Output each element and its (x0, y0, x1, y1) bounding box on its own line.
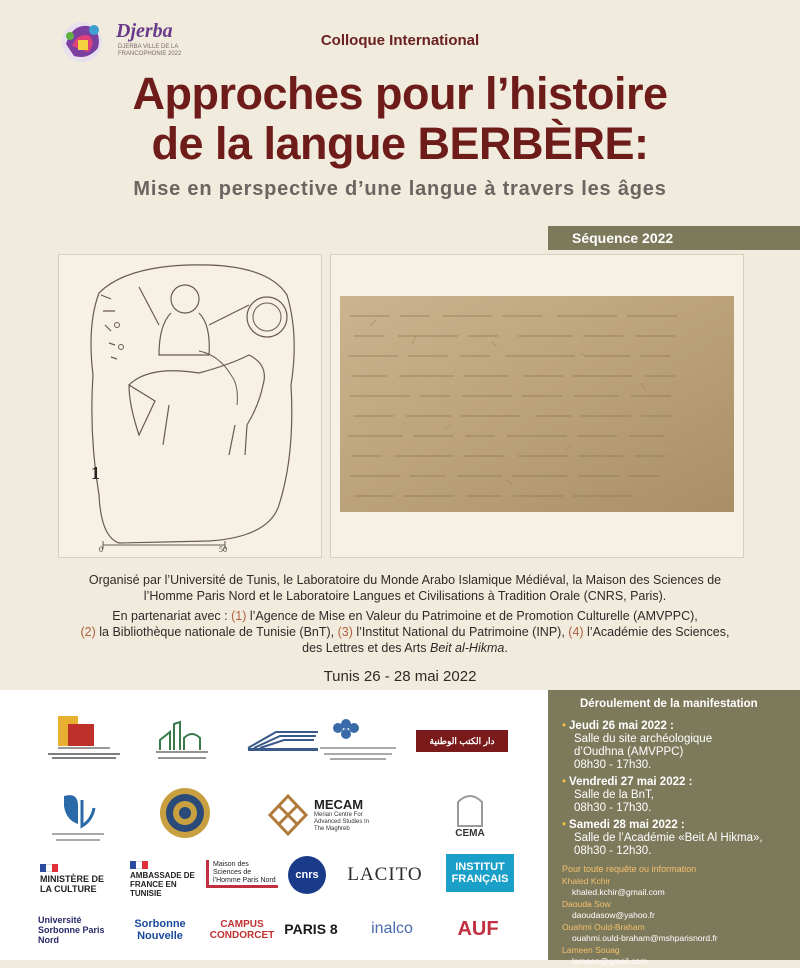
day-1-line-3: 08h30 - 17h30. (574, 759, 652, 771)
inp-emblem-icon (48, 790, 108, 846)
bullet-icon: • (562, 776, 567, 788)
inp-logo (48, 790, 108, 846)
title-line-1: Approches pour l’histoire (132, 68, 668, 119)
scale-start: 0 (99, 545, 103, 554)
programme-panel (548, 690, 800, 966)
faculty-emblem-icon (316, 714, 400, 764)
sorbonne-nouvelle-logo: Sorbonne Nouvelle (134, 918, 186, 942)
day-3-line-1: Salle de l’Académie «Beit Al Hikma», (574, 832, 763, 844)
ministere-label: MINISTÈRE DE LA CULTURE (40, 874, 105, 894)
sequence-badge: Séquence 2022 (548, 226, 800, 250)
cema-arch-icon (450, 788, 490, 828)
day-3-line-2: 08h30 - 12h30. (574, 845, 652, 857)
logo-word: Djerba (116, 20, 173, 42)
partner-logos-area (0, 690, 548, 960)
french-flag-icon (40, 864, 58, 872)
bnt-logo: دار الكتب الوطنية (416, 730, 508, 752)
event-dates (0, 668, 800, 685)
partner-4-number: (4) (568, 625, 584, 639)
beit-al-hikma-seal-icon (158, 786, 212, 840)
cema-logo (442, 782, 498, 844)
partner-1-number: (1) (231, 609, 247, 623)
msh-paris-nord-logo: Maison des Sciences de l’Homme Paris Nord (206, 860, 278, 888)
scale-end: 50 (219, 545, 227, 554)
cema-label: CEMA (455, 827, 485, 839)
contact-name: Lameen Souag (562, 944, 620, 955)
partner-2: la Bibliothèque nationale de Tunisie (BnT), (95, 625, 338, 639)
subtitle: Mise en perspective d’une langue à travers les âges (133, 178, 667, 200)
bullet-icon: • (562, 720, 567, 732)
amvppc-logo (44, 714, 124, 762)
day-2 (562, 776, 790, 815)
ministere-culture-logo (40, 854, 110, 904)
programme-title: Déroulement de la manifestation (580, 698, 758, 710)
faculty-building-icon (246, 728, 320, 754)
campus-condorcet-logo: CAMPUS CONDORCET (209, 919, 275, 941)
contact-email[interactable]: daoudasow@yahoo.fr (572, 910, 655, 920)
institut-francais-logo: INSTITUT FRANÇAIS (446, 854, 514, 892)
inscription-stone-photo (340, 296, 734, 512)
musee-monde-arabe-logo (154, 720, 210, 764)
day-1-line-2: d’Oudhna (AMVPPC) (574, 746, 684, 758)
contact-email[interactable]: ouahmi.ould-braham@mshparisnord.fr (572, 933, 718, 943)
stele-drawing (59, 255, 323, 559)
day-1 (562, 720, 790, 772)
mecam-knot-icon (266, 794, 310, 836)
mecam-title: MECAM (314, 797, 364, 812)
figure-number: 1 (91, 463, 100, 483)
contact-email[interactable]: khaled.kchir@gmail.com (572, 887, 665, 897)
stele-drawing-panel (58, 254, 322, 558)
day-1-line-1: Salle du site archéologique (574, 733, 713, 745)
contact-name: Daouda Sow (562, 898, 611, 909)
mecam-logo (266, 794, 376, 836)
lacito-logo: LACITO (347, 864, 423, 885)
day-1-heading: Jeudi 26 mai 2022 : (569, 720, 674, 732)
event-city: Tunis (323, 668, 360, 685)
logo-subtitle: DJERBA VILLE DE LA FRANCOPHONIE 2022 (118, 44, 182, 57)
cnrs-logo: cnrs (288, 856, 326, 894)
auf-logo: AUF (457, 917, 499, 940)
ambassade-logo (130, 854, 206, 904)
partner-4: l’Académie des Sciences, des Lettres et des Arts (302, 625, 730, 655)
partner-3: l’Institut National du Patrimoine (INP), (352, 625, 569, 639)
title-line-2: de la langue BERBÈRE: (151, 118, 649, 169)
mosque-icon (154, 720, 210, 764)
organizers-paragraph: Organisé par l’Université de Tunis, le Laboratoire du Monde Arabo Islamique Médiéval, la Maison des Sciences de l’Homme Paris Nord et le Laboratoire Langues et Civilisations à Tradition Orale (CNRS, Paris). (88, 573, 722, 603)
faculty-humanities-logo (246, 728, 320, 754)
partner-3-number: (3) (337, 625, 353, 639)
faculty-tunis-logo (316, 714, 400, 764)
paris8-logo: PARIS 8 (284, 921, 338, 937)
contact-name: Ouahmi Ould-Braham (562, 921, 645, 932)
partner-4-name: Beit al-Hikma (430, 641, 505, 655)
amvppc-logo-icon (44, 714, 124, 762)
partner-2-number: (2) (80, 625, 96, 639)
partner-1: l’Agence de Mise en Valeur du Patrimoine et de Promotion Culturelle (AMVPPC), (246, 609, 698, 623)
day-3 (562, 819, 790, 858)
event-date-range: 26 - 28 mai 2022 (359, 668, 477, 685)
partner-intro: En partenariat avec : (112, 609, 232, 623)
day-3-heading: Samedi 28 mai 2022 : (569, 819, 685, 831)
beit-al-hikma-logo (158, 786, 212, 840)
contact-name: Khaled Kchir (562, 875, 611, 886)
contact-email[interactable]: lameen@gmail.com (572, 956, 648, 966)
contact-heading: Pour toute requête ou information (562, 864, 697, 874)
ambassade-label: AMBASSADE DE FRANCE EN TUNISIE (130, 870, 195, 898)
partner-4-end: . (504, 641, 508, 655)
contacts-section (562, 864, 790, 968)
mecam-subtitle: Merian Centre For Advanced Studies In The Maghreb (314, 812, 370, 832)
day-2-line-1: Salle de la BnT, (574, 789, 654, 801)
colloque-label: Colloque International (320, 32, 480, 49)
bullet-icon: • (562, 819, 567, 831)
partners-paragraph (70, 608, 740, 656)
universite-sorbonne-paris-nord-logo: Université Sorbonne Paris Nord (38, 915, 105, 945)
french-flag-icon (130, 861, 148, 869)
inalco-logo: inalco (371, 920, 413, 937)
day-2-heading: Vendredi 27 mai 2022 : (569, 776, 693, 788)
day-2-line-2: 08h30 - 17h30. (574, 802, 652, 814)
